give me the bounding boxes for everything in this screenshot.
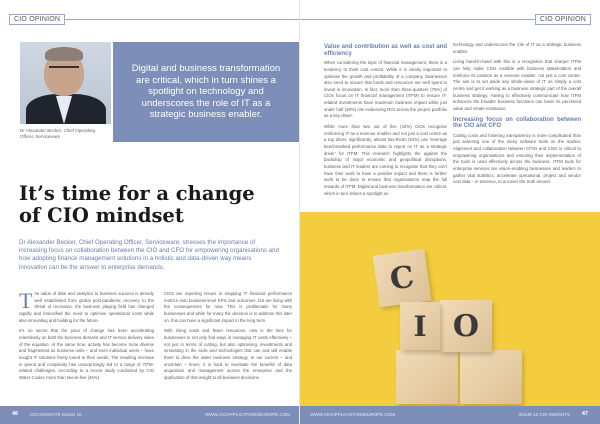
body-paragraph: With rising costs and fewer resources, now is the time for businesses to not only find ways in managing IT costs effectively – not just in terms of cutting, but also optimising, investments and innovating in the tools and technologies that can and will enable them to drive the wider business strategy. In our current – and uncertain – times, it is hard to overstate the benefits of data acquisition and management across the enterprise and the application of that insight to all business decisions. bbox=[164, 328, 292, 380]
body-column-2 bbox=[164, 291, 292, 386]
section-heading: Increasing focus on collaboration between the CIO and CFO bbox=[453, 116, 581, 130]
body-paragraph: Living hand-in-hand with this is a recognition that sharper ITFM can help make CIOs credible with business stakeholders and reinforce its position as a revenue enabler, not just a cost centre. The aim is to set aside any whole-views of IT as simply a cost centre and get it working as a business strategic part of the overall business strategy. Having to effectively communicate how ITFM enhances the broader business functions can lower its perceived value and create resistance. bbox=[453, 59, 581, 111]
standfirst: Dr Alexander Becker, Chief Operating Officer, Serviceware, stresses the importance of increasing focus on collaboration between the CIO and CFO for empowering organisations and how adopting finance management solutions in a holistic and data-driven way means innovation can be the answer to enterprise demands. bbox=[19, 239, 280, 271]
cube-letter: C bbox=[373, 249, 432, 308]
section-tag: CIO OPINION bbox=[9, 14, 65, 25]
title-line-1: It’s time for a change bbox=[19, 182, 255, 205]
cube-base-left bbox=[396, 350, 458, 404]
body-paragraph: While more than two out of five (42%) CIOs recognise reinforcing IT as a revenue enabler and not just a cost centre as a top driver, significantly, almost two-thirds (64%) use 'leverage benchmarked performance data to report on IT as a strategic driver' for ITFM. This research highlights the against the backdrop of major economic and geopolitical disruptions, business and IT leaders are coming to recognise that they can't have their work to have a positive impact and there is further work to be done to ensure that organisations reap the full rewards of ITFM. Digital and business transformation are critical, which in turn shines a spotlight on bbox=[324, 124, 447, 196]
cube-letter: I bbox=[400, 302, 440, 350]
article-title bbox=[19, 183, 279, 227]
footer-publication: ISSUE 10 CIO INSIGHTS bbox=[518, 412, 570, 417]
pull-quote-text: Digital and business transformation are critical, which in turn shines a spotlight on technology and underscores the role of IT as a strategic business enabler. bbox=[131, 63, 281, 121]
section-heading: Value and contribution as well as cost and efficiency bbox=[324, 44, 447, 57]
right-page bbox=[300, 0, 600, 424]
photo-caption: Dr Alexander Becker, Chief Operating Officer, Serviceware bbox=[20, 128, 96, 140]
body-paragraph: It’s no secret that the pace of change has been accelerating relentlessly on both the business demand and IT service delivery sides of the equation. At the same time, activity has become more diverse and fragmented as business units – and even individual users – have sought IT solutions freely tuned to their needs. The resulting increase in spend and complexity has unsurprisingly led to a range of ITFM-related challenges. According to a recent study conducted by CIO Water Cooler, more than two-in-five (46%) bbox=[19, 328, 154, 380]
title-line-2: of CIO mindset bbox=[19, 203, 184, 227]
author-photo bbox=[20, 42, 111, 124]
page-number-left: 46 bbox=[12, 411, 19, 417]
footer-url: WWW.CIOAPPLICATIONSEUROPE.COM bbox=[310, 412, 395, 417]
footer-right bbox=[300, 406, 600, 424]
page-number-right: 47 bbox=[581, 411, 588, 417]
body-column-1 bbox=[19, 288, 154, 386]
pull-quote bbox=[113, 42, 299, 142]
body-paragraph: The value of data and analytics to business success is already well established from global post-pandemic recovery to the threat of recession, the business playing field has changed rapidly and intensified the need to optimise operational costs while also innovating and building for the future. bbox=[19, 288, 154, 323]
right-column-2 bbox=[453, 42, 581, 190]
body-paragraph: technology and underscores the role of IT as a strategic business enabler. bbox=[453, 42, 581, 54]
cube-letter: O bbox=[440, 300, 492, 352]
body-paragraph: Cutting costs and fostering transparency is more complicated than just selecting one of the many software tools on the market. Alignment and collaboration between CFOs and CIOs is critical to empowering organisations and ensuring their implementation of the tools is used effectively across the business. ITFM tools for enterprise services are vision-enabling businesses and leaders to gather vital statistics, accelerate operational, project and vendor cost data – in essence, to uncover the truth around bbox=[453, 132, 581, 185]
footer-url: WWW.CIOAPPLICATIONSEUROPE.COM bbox=[205, 412, 290, 417]
cube-base-right bbox=[460, 350, 522, 404]
cio-cubes-image bbox=[300, 212, 600, 406]
header-rule bbox=[300, 19, 540, 20]
drop-cap: T bbox=[19, 288, 33, 313]
body-paragraph: CIOs are reporting issues in mapping IT financial performance metrics onto business-level KPIs and outcomes, but are living with the consequences for now. This is problematic for many businesses and while for many the decision is to address this later on, this can have a significant impact in the long term. bbox=[164, 291, 292, 323]
footer-publication: CIO INSIGHTS ISSUE 10 bbox=[30, 412, 82, 417]
section-tag: CIO OPINION bbox=[535, 14, 591, 25]
footer-left bbox=[0, 406, 300, 424]
header-rule bbox=[48, 19, 300, 20]
body-paragraph: When considering the topic of financial management, there is a tendency to think cost control. While it is clearly important to optimise the growth and profitability of a company, businesses also need to ensure that funds and resources are well spent to invest in innovation. In fact, more than three-quarters (76%) of CIOs focus on IT financial management (ITFM) to ensure IT-related investments have maximum business impact while just under half (48%) cite evidencing ROI across the project portfolio as a key driver. bbox=[324, 60, 447, 119]
right-column-1 bbox=[324, 42, 447, 201]
